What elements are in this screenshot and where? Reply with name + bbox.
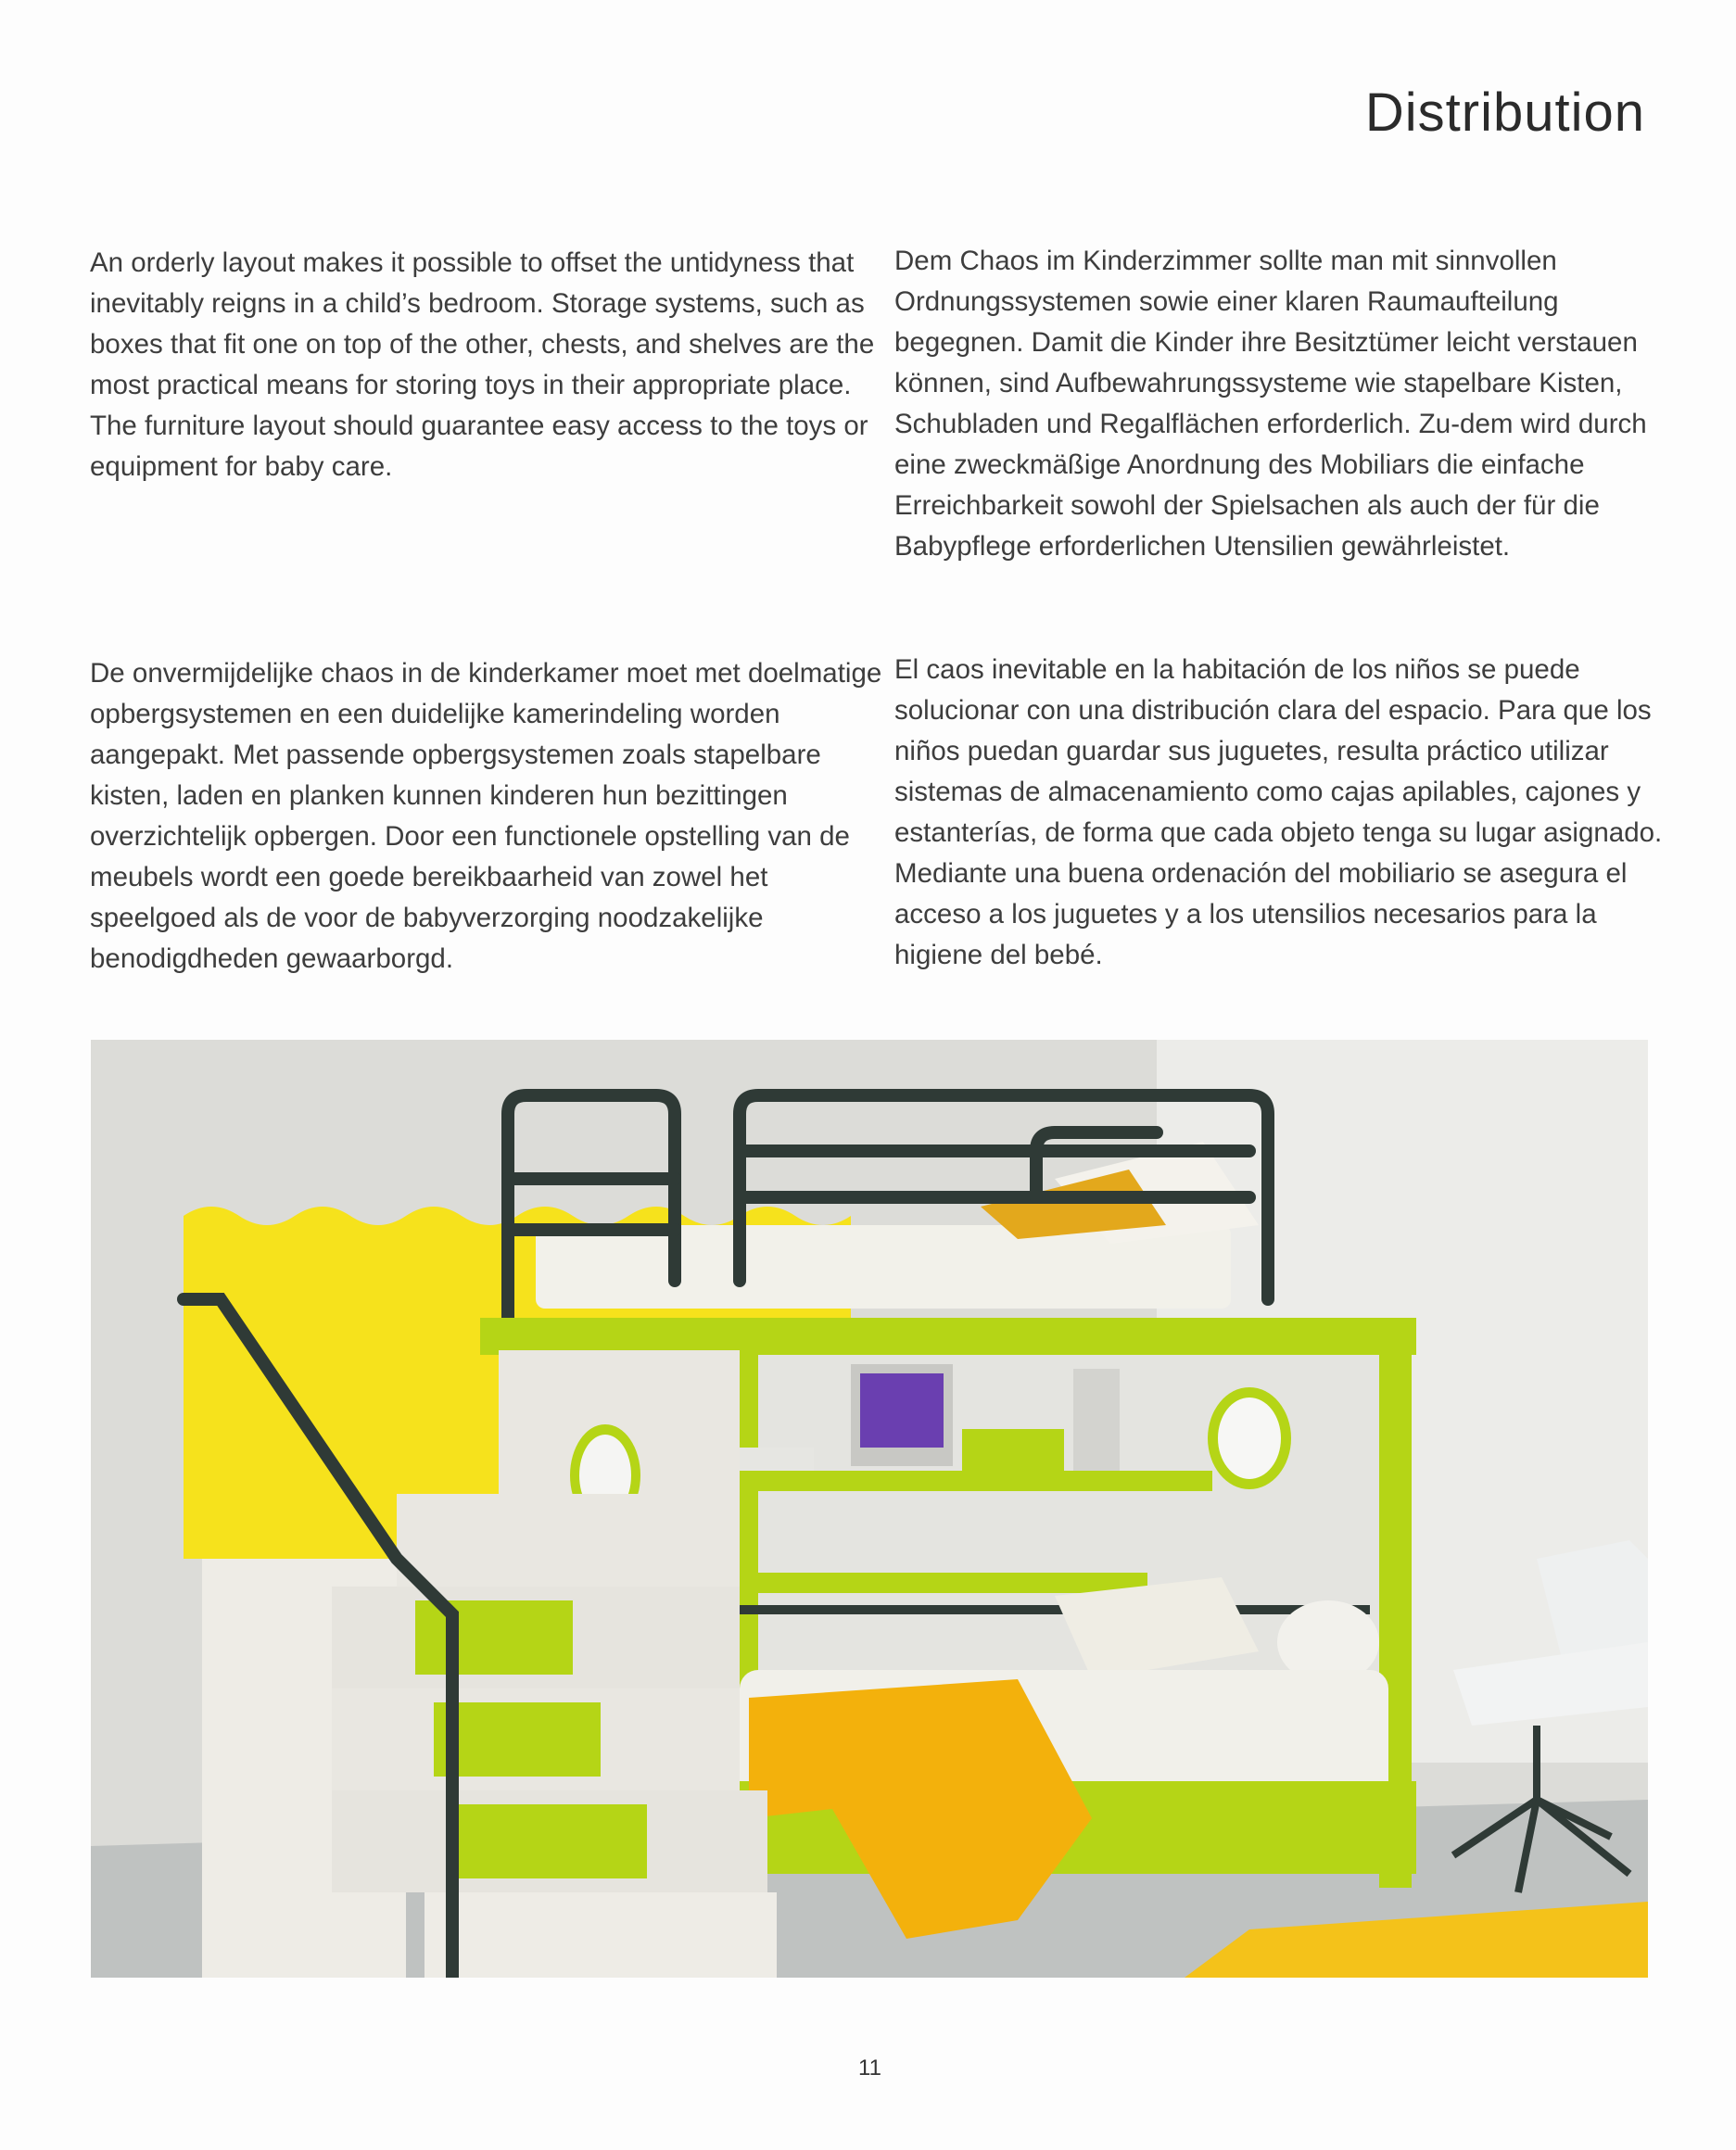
bunk-bed-illustration <box>91 1040 1648 1978</box>
page-title: Distribution <box>1364 82 1645 143</box>
paragraph-dutch: De onvermijdelijke chaos in de kinderkamer moet met doelmatige opbergsystemen en een duidelijke kamerindeling worden aangepakt. Met passende opbergsystemen zoals stapelbare kisten, laden en planken kunnen kinderen hun bezittingen overzichtelijk opbergen. Door een functionele opstelling van de meubels wordt een goede bereikbaarheid van zowel het speelgoed als de voor de babyverzorging noodzakelijke benodigdheden gewaarborgd. <box>90 658 882 974</box>
paragraph-spanish: El caos inevitable en la habitación de los niños se puede solucionar con una distribución clara del espacio. Para que los niños puedan guardar sus juguetes, resulta práctico utilizar sistemas de almacenamiento como cajas apilables, cajones y estanterías, de forma que cada objeto tenga su lugar asignado. Mediante una buena ordenación del mobiliario se asegura el acceso a los juguetes y a los utensilios necesarios para la higiene del bebé. <box>894 654 1663 970</box>
paragraph-english: An orderly layout makes it possible to offset the untidyness that inevitably reigns in a child’s bedroom. Storage systems, such as boxes that fit one on top of the other, chests, and shelves are the most practical means for storing toys in their appropriate place. The furniture layout should guarantee easy access to the toys or equipment for baby care. <box>90 247 875 482</box>
paragraph-german: Dem Chaos im Kinderzimmer sollte man mit sinnvollen Ordnungssystemen sowie einer klaren Raumaufteilung begegnen. Damit die Kinder ihre Besitztümer leicht verstauen können, sind Aufbewahrungssysteme wie stapelbare Kisten, Schubladen und Regalflächen erforderlich. Zu-dem wird durch eine zweckmäßige Anordnung des Mobiliars die einfache Erreichbarkeit sowohl der Spielsachen als auch der für die Babypflege erforderlichen Utensilien gewährleistet. <box>894 246 1647 562</box>
bunk-bed-photo <box>91 1040 1648 1978</box>
page-number: 11 <box>858 2055 881 2080</box>
